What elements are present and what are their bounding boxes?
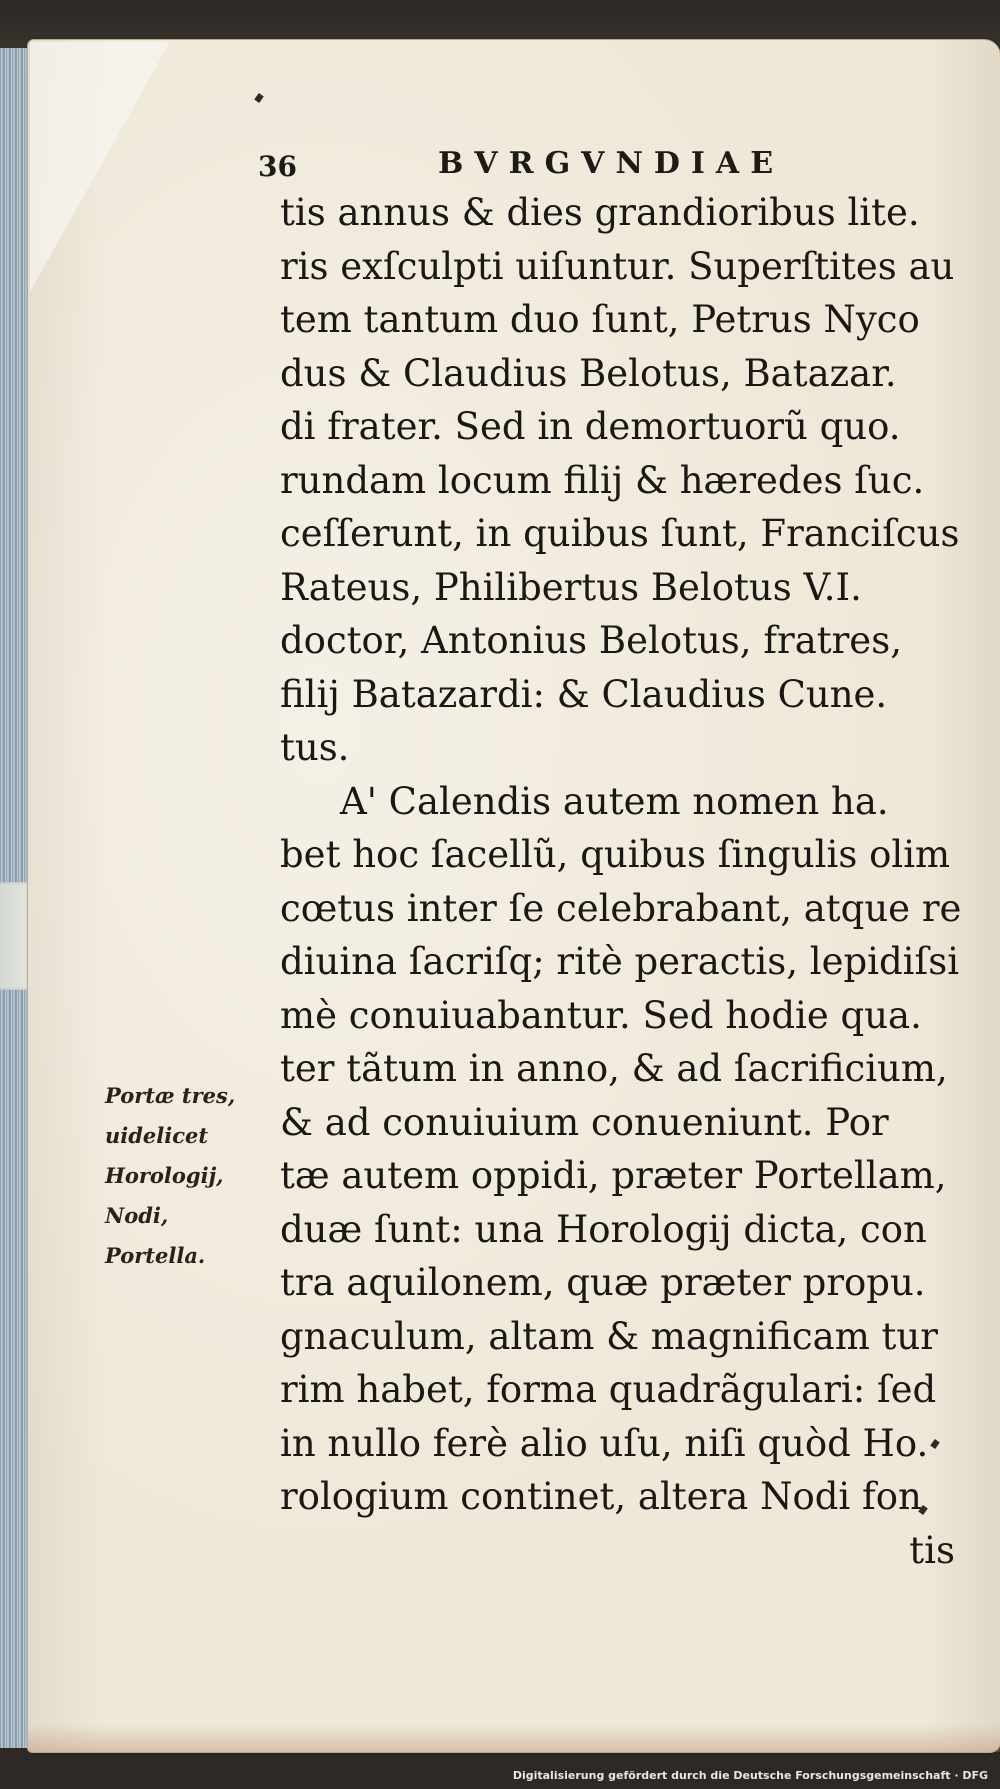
folded-page-corner bbox=[30, 42, 170, 292]
text-line: filij Batazardi: & Claudius Cune. bbox=[280, 672, 888, 716]
text-line: ris exſculpti uiſuntur. Superſtites au bbox=[280, 244, 955, 288]
text-line: di frater. Sed in demortuorũ quo. bbox=[280, 405, 901, 448]
page-number: 36 bbox=[258, 150, 297, 183]
marginal-note-line: uidelicet bbox=[105, 1123, 209, 1148]
running-header bbox=[258, 146, 838, 182]
text-line: tus. bbox=[280, 726, 350, 769]
ink-mark bbox=[254, 93, 264, 103]
page-bottom-stain bbox=[28, 1724, 1000, 1752]
text-line: rim habet, forma quadrãgulari: ſed bbox=[280, 1368, 937, 1411]
text-line: duæ ſunt: una Horologij dicta, con bbox=[280, 1207, 927, 1251]
text-line: mè conuiuabantur. Sed hodie qua. bbox=[280, 993, 922, 1037]
text-line: diuina ſacriſq; ritè peractis, lepidiſsi bbox=[280, 940, 960, 983]
text-line: tra aquilonem, quæ præter propu. bbox=[280, 1261, 926, 1304]
text-line: rologium continet, altera Nodi fon bbox=[280, 1475, 922, 1518]
text-line: gnaculum, altam & magnificam tur bbox=[280, 1314, 938, 1358]
catchword-line: tis bbox=[909, 1528, 955, 1572]
text-line: tem tantum duo ſunt, Petrus Nyco bbox=[280, 298, 920, 341]
text-line: tæ autem oppidi, præter Portellam, bbox=[280, 1154, 947, 1197]
marginal-note-line: Portæ tres, bbox=[105, 1083, 236, 1108]
marginal-note-line: Horologij, bbox=[105, 1163, 224, 1188]
paragraph-start-line: A' Calendis autem nomen ha. bbox=[340, 779, 889, 823]
text-line: dus & Claudius Belotus, Batazar. bbox=[280, 351, 897, 395]
main-text-block bbox=[280, 186, 960, 1577]
digitization-credit: Digitalisierung gefördert durch die Deutsche Forschungsgemeinschaft · DFG bbox=[512, 1769, 988, 1782]
running-title: BVRGVNDIAE bbox=[438, 146, 785, 181]
text-line: tis annus & dies grandioribus lite. bbox=[280, 191, 920, 234]
text-line: ter tãtum in anno, & ad ſacrificium, bbox=[280, 1047, 948, 1090]
text-line: in nullo ferè alio uſu, niſi quòd Ho. bbox=[280, 1421, 929, 1465]
text-line: Rateus, Philibertus Belotus V.I. bbox=[280, 565, 862, 609]
text-line: & ad conuiuium conueniunt. Por bbox=[280, 1100, 889, 1144]
marginal-note bbox=[105, 1076, 275, 1276]
marginal-note-line: Nodi, bbox=[105, 1203, 169, 1228]
text-line: ceſſerunt, in quibus ſunt, Franciſcus bbox=[280, 512, 960, 555]
text-line: cœtus inter ſe celebrabant, atque re bbox=[280, 886, 962, 930]
text-line: rundam locum filij & hæredes ſuc. bbox=[280, 458, 925, 502]
marginal-note-line: Portella. bbox=[105, 1243, 206, 1268]
text-line: doctor, Antonius Belotus, fratres, bbox=[280, 619, 902, 662]
text-line: bet hoc ſacellũ, quibus ſingulis olim bbox=[280, 833, 951, 876]
